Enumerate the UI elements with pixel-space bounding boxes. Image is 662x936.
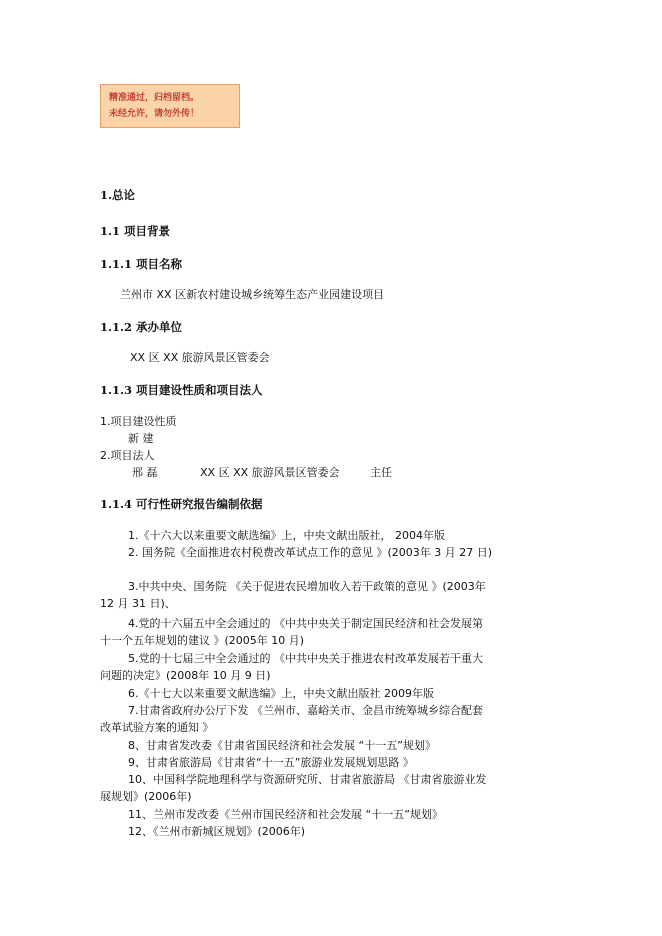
nature-value: 新 建 bbox=[128, 432, 154, 445]
heading-basis: 1.1.4 可行性研究报告编制依据 bbox=[100, 497, 263, 511]
reference-line: 6.《十七大以来重要文献选编》上，中央文献出版社 2009年版 bbox=[128, 687, 434, 700]
project-name-text: 兰州市 XX 区新农村建设城乡统筹生态产业园建设项目 bbox=[120, 288, 385, 301]
organizer-text: XX 区 XX 旅游风景区管委会 bbox=[130, 351, 270, 364]
nature-label: 1.项目建设性质 bbox=[100, 415, 177, 428]
reference-line: 3.中共中央、国务院 《关于促进农民增加收入若干政策的意见 》(2003年 bbox=[128, 580, 486, 593]
reference-line: 9、甘肃省旅游局《甘肃省“十一五”旅游业发展规划思路 》 bbox=[128, 756, 414, 769]
reference-line-cont: 十一个五年规划的建议 》(2005年 10 月) bbox=[100, 634, 305, 647]
heading-nature-legal: 1.1.3 项目建设性质和项目法人 bbox=[100, 383, 263, 397]
confidential-stamp bbox=[100, 84, 240, 128]
heading-project-background: 1.1 项目背景 bbox=[100, 224, 171, 238]
reference-line: 2. 国务院《全面推进农村税费改革试点工作的意见 》(2003年 3 月 27 日) bbox=[128, 546, 493, 559]
reference-item bbox=[100, 771, 560, 805]
reference-item bbox=[100, 544, 560, 561]
legal-person-label: 2.项目法人 bbox=[100, 449, 155, 462]
legal-person-role: 主任 bbox=[370, 466, 392, 479]
reference-item bbox=[100, 578, 560, 612]
reference-line-cont: 改革试验方案的通知 》 bbox=[100, 721, 214, 734]
stamp-line-1: 精准通过，归档留档。 bbox=[109, 93, 200, 103]
heading-project-name: 1.1.1 项目名称 bbox=[100, 257, 183, 271]
stamp-line-2: 未经允许，请勿外传！ bbox=[109, 109, 200, 119]
reference-item bbox=[100, 615, 560, 649]
reference-line: 1.《十六大以来重要文献选编》上，中央文献出版社， 2004年版 bbox=[128, 529, 445, 542]
reference-line: 11、兰州市发改委《兰州市国民经济和社会发展 “十一五”规划》 bbox=[128, 808, 443, 821]
reference-line: 10、中国科学院地理科学与资源研究所、甘肃省旅游局 《甘肃省旅游业发 bbox=[128, 773, 487, 786]
reference-line: 8、甘肃省发改委《甘肃省国民经济和社会发展 “十一五”规划》 bbox=[128, 739, 436, 752]
reference-item bbox=[100, 685, 560, 702]
reference-item bbox=[100, 527, 560, 544]
reference-line-cont: 展规划》(2006年) bbox=[100, 790, 192, 803]
reference-line: 7.甘肃省政府办公厅下发 《兰州市、嘉峪关市、金昌市统筹城乡综合配套 bbox=[128, 704, 483, 717]
legal-person-org: XX 区 XX 旅游风景区管委会 bbox=[200, 466, 340, 479]
reference-item bbox=[100, 702, 560, 736]
reference-item bbox=[100, 823, 560, 840]
reference-line: 12、《兰州市新城区规划》(2006年) bbox=[128, 825, 306, 838]
reference-line-cont: 12 月 31 日)、 bbox=[100, 597, 176, 610]
reference-item bbox=[100, 650, 560, 684]
reference-item bbox=[100, 737, 560, 754]
reference-line: 5.党的十七届三中全会通过的 《中共中央关于推进农村改革发展若干重大 bbox=[128, 652, 483, 665]
reference-line: 4.党的十六届五中全会通过的 《中共中央关于制定国民经济和社会发展第 bbox=[128, 617, 483, 630]
legal-person-name: 邢 磊 bbox=[132, 466, 158, 479]
reference-item bbox=[100, 754, 560, 771]
heading-overview: 1.总论 bbox=[100, 188, 136, 202]
reference-item bbox=[100, 806, 560, 823]
heading-organizer: 1.1.2 承办单位 bbox=[100, 320, 183, 334]
reference-line-cont: 问题的决定》(2008年 10 月 9 日) bbox=[100, 669, 271, 682]
